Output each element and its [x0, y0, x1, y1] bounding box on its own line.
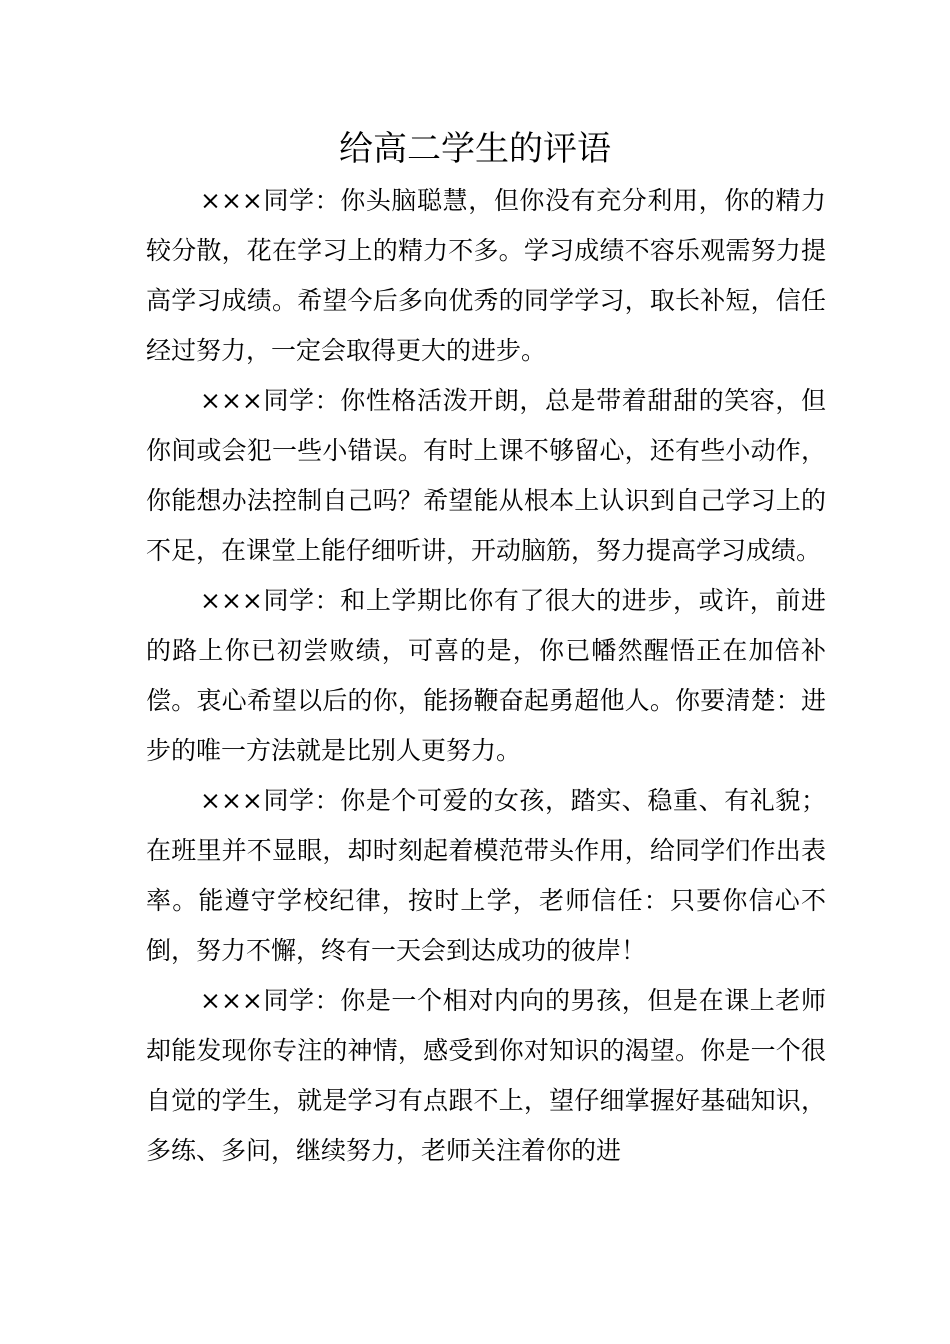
comment-paragraph-1: ×××同学：你头脑聪慧，但你没有充分利用，你的精力较分散，花在学习上的精力不多。学习成绩不容乐观需努力提高学习成绩。希望今后多向优秀的同学学习，取长补短，信任经过努力，一定会取得更大的进步。: [146, 186, 826, 365]
comment-paragraph-4: ×××同学：你是个可爱的女孩，踏实、稳重、有礼貌；在班里并不显眼，却时刻起着模范带头作用，给同学们作出表率。能遵守学校纪律，按时上学，老师信任：只要你信心不倒，努力不懈，终有一天会到达成功的彼岸！: [146, 786, 826, 965]
comment-paragraph-2: ×××同学：你性格活泼开朗，总是带着甜甜的笑容，但你间或会犯一些小错误。有时上课不够留心，还有些小动作，你能想办法控制自己吗？希望能从根本上认识到自己学习上的不足，在课堂上能仔细听讲，开动脑筋，努力提高学习成绩。: [146, 386, 826, 565]
document-body: [146, 176, 826, 1176]
comment-paragraph-5: ×××同学：你是一个相对内向的男孩，但是在课上老师却能发现你专注的神情，感受到你对知识的渴望。你是一个很自觉的学生，就是学习有点跟不上，望仔细掌握好基础知识，多练、多问，继续努力，老师关注着你的进: [146, 986, 826, 1165]
comment-paragraph-3: ×××同学：和上学期比你有了很大的进步，或许，前进的路上你已初尝败绩，可喜的是，你已幡然醒悟正在加倍补偿。衷心希望以后的你，能扬鞭奋起勇超他人。你要清楚：进步的唯一方法就是比别人更努力。: [146, 586, 826, 765]
page-title: 给高二学生的评语: [339, 129, 611, 169]
